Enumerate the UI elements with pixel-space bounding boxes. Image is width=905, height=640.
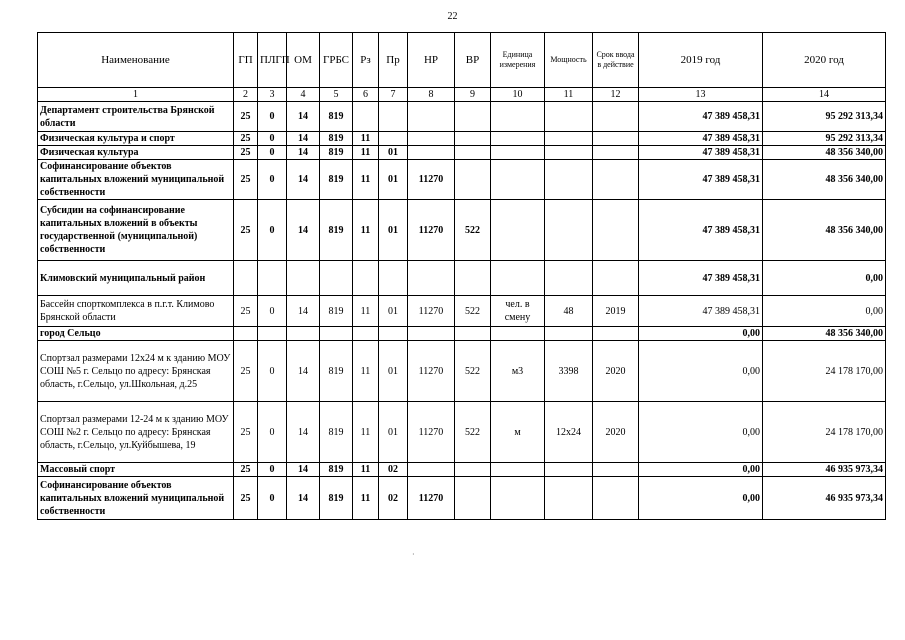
- row-name: Департамент строительства Брянской области: [38, 102, 234, 132]
- cell-nr: [408, 146, 455, 160]
- cell-2019: 0,00: [639, 341, 763, 402]
- cell-term: 2020: [593, 341, 639, 402]
- cell-capacity: [545, 160, 593, 200]
- cell-unit: [491, 261, 545, 296]
- cell-2019: 47 389 458,31: [639, 296, 763, 327]
- cell-plgp: 0: [258, 296, 287, 327]
- cell-plgp: 0: [258, 463, 287, 477]
- cell-2020: 0,00: [763, 261, 886, 296]
- column-number: 9: [455, 88, 491, 102]
- cell-vr: [455, 160, 491, 200]
- header-vr: ВР: [455, 33, 491, 88]
- cell-2020: 48 356 340,00: [763, 146, 886, 160]
- row-name: Климовский муниципальный район: [38, 261, 234, 296]
- cell-nr: [408, 261, 455, 296]
- column-number: 11: [545, 88, 593, 102]
- cell-2019: 47 389 458,31: [639, 200, 763, 261]
- scan-mark: ·: [412, 550, 415, 559]
- column-number: 8: [408, 88, 455, 102]
- table-row: [38, 200, 886, 261]
- cell-nr: 11270: [408, 477, 455, 520]
- table-row: [38, 341, 886, 402]
- cell-nr: [408, 102, 455, 132]
- cell-rz: [353, 261, 379, 296]
- header-plgp: ПЛГП: [258, 33, 287, 88]
- cell-om: 14: [287, 477, 320, 520]
- row-name: Физическая культура и спорт: [38, 132, 234, 146]
- cell-2019: 47 389 458,31: [639, 132, 763, 146]
- column-number: 6: [353, 88, 379, 102]
- cell-capacity: [545, 477, 593, 520]
- cell-2020: 0,00: [763, 296, 886, 327]
- cell-pr: 01: [379, 146, 408, 160]
- header-2020: 2020 год: [763, 33, 886, 88]
- cell-capacity: 12х24: [545, 402, 593, 463]
- cell-term: 2020: [593, 402, 639, 463]
- cell-capacity: [545, 132, 593, 146]
- table-row: [38, 477, 886, 520]
- cell-grbs: 819: [320, 296, 353, 327]
- cell-grbs: 819: [320, 463, 353, 477]
- table-row: [38, 463, 886, 477]
- column-number: 12: [593, 88, 639, 102]
- cell-om: 14: [287, 102, 320, 132]
- page-number: 22: [447, 11, 458, 22]
- cell-capacity: [545, 146, 593, 160]
- cell-grbs: [320, 261, 353, 296]
- header-name: Наименование: [38, 33, 234, 88]
- cell-capacity: 48: [545, 296, 593, 327]
- cell-rz: 11: [353, 341, 379, 402]
- row-name: Бассейн спорткомплекса в п.г.т. Климово Брянской области: [38, 296, 234, 327]
- cell-nr: [408, 327, 455, 341]
- cell-nr: 11270: [408, 200, 455, 261]
- column-number-row: [38, 88, 886, 102]
- cell-2019: 0,00: [639, 477, 763, 520]
- cell-pr: 02: [379, 463, 408, 477]
- cell-unit: м: [491, 402, 545, 463]
- cell-rz: 11: [353, 146, 379, 160]
- cell-rz: 11: [353, 477, 379, 520]
- cell-om: 14: [287, 146, 320, 160]
- cell-rz: 11: [353, 132, 379, 146]
- cell-vr: 522: [455, 296, 491, 327]
- cell-pr: 01: [379, 200, 408, 261]
- cell-plgp: 0: [258, 477, 287, 520]
- cell-vr: 522: [455, 341, 491, 402]
- header-nr: НР: [408, 33, 455, 88]
- cell-term: [593, 160, 639, 200]
- cell-2020: 24 178 170,00: [763, 341, 886, 402]
- cell-rz: 11: [353, 296, 379, 327]
- table-body: [38, 102, 886, 520]
- table-row: [38, 146, 886, 160]
- row-name: город Сельцо: [38, 327, 234, 341]
- cell-nr: 11270: [408, 402, 455, 463]
- cell-grbs: 819: [320, 402, 353, 463]
- table-row: [38, 402, 886, 463]
- cell-term: [593, 477, 639, 520]
- row-name: Физическая культура: [38, 146, 234, 160]
- cell-term: [593, 463, 639, 477]
- cell-grbs: 819: [320, 102, 353, 132]
- cell-capacity: [545, 102, 593, 132]
- cell-vr: [455, 477, 491, 520]
- header-grbs: ГРБС: [320, 33, 353, 88]
- cell-unit: [491, 146, 545, 160]
- row-name: Спортзал размерами 12х24 м к зданию МОУ СОШ №5 г. Сельцо по адресу: Брянская область, г.Сельцо, ул.Школьная, д.25: [38, 341, 234, 402]
- cell-2020: 46 935 973,34: [763, 463, 886, 477]
- cell-term: [593, 102, 639, 132]
- cell-pr: 01: [379, 160, 408, 200]
- cell-grbs: 819: [320, 477, 353, 520]
- cell-grbs: [320, 327, 353, 341]
- header-unit: Единица измерения: [491, 33, 545, 88]
- cell-rz: 11: [353, 200, 379, 261]
- cell-2020: 95 292 313,34: [763, 102, 886, 132]
- cell-gp: 25: [234, 463, 258, 477]
- header-rz: Рз: [353, 33, 379, 88]
- column-number: 3: [258, 88, 287, 102]
- cell-gp: [234, 261, 258, 296]
- cell-rz: 11: [353, 160, 379, 200]
- cell-term: 2019: [593, 296, 639, 327]
- cell-om: 14: [287, 463, 320, 477]
- cell-unit: чел. в смену: [491, 296, 545, 327]
- cell-2020: 48 356 340,00: [763, 160, 886, 200]
- cell-2020: 48 356 340,00: [763, 200, 886, 261]
- cell-om: 14: [287, 402, 320, 463]
- cell-unit: [491, 463, 545, 477]
- cell-nr: [408, 132, 455, 146]
- cell-plgp: [258, 261, 287, 296]
- cell-pr: [379, 132, 408, 146]
- cell-capacity: [545, 463, 593, 477]
- cell-pr: [379, 102, 408, 132]
- cell-2019: 47 389 458,31: [639, 160, 763, 200]
- cell-plgp: 0: [258, 160, 287, 200]
- cell-gp: 25: [234, 477, 258, 520]
- cell-nr: 11270: [408, 160, 455, 200]
- cell-vr: [455, 132, 491, 146]
- cell-term: [593, 132, 639, 146]
- row-name: Субсидии на софинансирование капитальных вложений в объекты государственной (муниципальной) собственности: [38, 200, 234, 261]
- column-number: 13: [639, 88, 763, 102]
- cell-plgp: 0: [258, 146, 287, 160]
- cell-gp: 25: [234, 402, 258, 463]
- cell-grbs: 819: [320, 341, 353, 402]
- cell-unit: [491, 200, 545, 261]
- header-gp: ГП: [234, 33, 258, 88]
- cell-nr: 11270: [408, 296, 455, 327]
- cell-vr: [455, 102, 491, 132]
- cell-vr: [455, 327, 491, 341]
- header-om: ОМ: [287, 33, 320, 88]
- cell-pr: 02: [379, 477, 408, 520]
- table-row: [38, 327, 886, 341]
- column-number: 14: [763, 88, 886, 102]
- column-number: 4: [287, 88, 320, 102]
- cell-term: [593, 146, 639, 160]
- cell-nr: [408, 463, 455, 477]
- cell-om: [287, 327, 320, 341]
- header-capacity: Мощность: [545, 33, 593, 88]
- row-name: Софинансирование объектов капитальных вложений муниципальной собственности: [38, 160, 234, 200]
- cell-vr: [455, 463, 491, 477]
- cell-pr: 01: [379, 402, 408, 463]
- cell-rz: [353, 327, 379, 341]
- cell-plgp: 0: [258, 402, 287, 463]
- column-number: 1: [38, 88, 234, 102]
- cell-2020: 24 178 170,00: [763, 402, 886, 463]
- budget-table: [37, 32, 886, 520]
- cell-capacity: [545, 327, 593, 341]
- cell-pr: [379, 261, 408, 296]
- cell-2020: 95 292 313,34: [763, 132, 886, 146]
- cell-term: [593, 327, 639, 341]
- column-number: 7: [379, 88, 408, 102]
- header-row: [38, 33, 886, 88]
- cell-gp: 25: [234, 341, 258, 402]
- cell-om: 14: [287, 296, 320, 327]
- table-row: [38, 102, 886, 132]
- cell-2019: 47 389 458,31: [639, 102, 763, 132]
- cell-gp: 25: [234, 296, 258, 327]
- cell-plgp: 0: [258, 132, 287, 146]
- cell-om: 14: [287, 200, 320, 261]
- cell-plgp: 0: [258, 200, 287, 261]
- cell-vr: [455, 261, 491, 296]
- header-2019: 2019 год: [639, 33, 763, 88]
- cell-term: [593, 261, 639, 296]
- cell-2020: 48 356 340,00: [763, 327, 886, 341]
- cell-om: 14: [287, 132, 320, 146]
- cell-om: [287, 261, 320, 296]
- cell-rz: 11: [353, 402, 379, 463]
- cell-pr: 01: [379, 341, 408, 402]
- row-name: Софинансирование объектов капитальных вложений муниципальной собственности: [38, 477, 234, 520]
- cell-grbs: 819: [320, 200, 353, 261]
- cell-unit: [491, 327, 545, 341]
- cell-2019: 47 389 458,31: [639, 146, 763, 160]
- table-row: [38, 261, 886, 296]
- cell-2019: 0,00: [639, 463, 763, 477]
- cell-gp: 25: [234, 132, 258, 146]
- cell-vr: 522: [455, 402, 491, 463]
- cell-2019: 47 389 458,31: [639, 261, 763, 296]
- cell-unit: [491, 132, 545, 146]
- header-term: Срок ввода в действие: [593, 33, 639, 88]
- column-number: 2: [234, 88, 258, 102]
- cell-vr: 522: [455, 200, 491, 261]
- cell-unit: [491, 102, 545, 132]
- header-pr: Пр: [379, 33, 408, 88]
- row-name: Массовый спорт: [38, 463, 234, 477]
- cell-gp: 25: [234, 160, 258, 200]
- cell-rz: 11: [353, 463, 379, 477]
- cell-unit: [491, 160, 545, 200]
- cell-om: 14: [287, 341, 320, 402]
- cell-plgp: 0: [258, 102, 287, 132]
- cell-om: 14: [287, 160, 320, 200]
- cell-capacity: 3398: [545, 341, 593, 402]
- cell-grbs: 819: [320, 132, 353, 146]
- cell-gp: 25: [234, 200, 258, 261]
- cell-rz: [353, 102, 379, 132]
- cell-gp: [234, 327, 258, 341]
- cell-2020: 46 935 973,34: [763, 477, 886, 520]
- cell-2019: 0,00: [639, 402, 763, 463]
- cell-capacity: [545, 200, 593, 261]
- cell-plgp: 0: [258, 341, 287, 402]
- cell-capacity: [545, 261, 593, 296]
- cell-pr: 01: [379, 296, 408, 327]
- cell-unit: [491, 477, 545, 520]
- table-row: [38, 160, 886, 200]
- cell-grbs: 819: [320, 160, 353, 200]
- cell-gp: 25: [234, 102, 258, 132]
- cell-2019: 0,00: [639, 327, 763, 341]
- cell-grbs: 819: [320, 146, 353, 160]
- cell-unit: м3: [491, 341, 545, 402]
- row-name: Спортзал размерами 12-24 м к зданию МОУ СОШ №2 г. Сельцо по адресу: Брянская область, г.Сельцо, ул.Куйбышева, 19: [38, 402, 234, 463]
- cell-gp: 25: [234, 146, 258, 160]
- cell-vr: [455, 146, 491, 160]
- column-number: 10: [491, 88, 545, 102]
- cell-pr: [379, 327, 408, 341]
- cell-term: [593, 200, 639, 261]
- column-number: 5: [320, 88, 353, 102]
- cell-nr: 11270: [408, 341, 455, 402]
- cell-plgp: [258, 327, 287, 341]
- table-row: [38, 132, 886, 146]
- table-row: [38, 296, 886, 327]
